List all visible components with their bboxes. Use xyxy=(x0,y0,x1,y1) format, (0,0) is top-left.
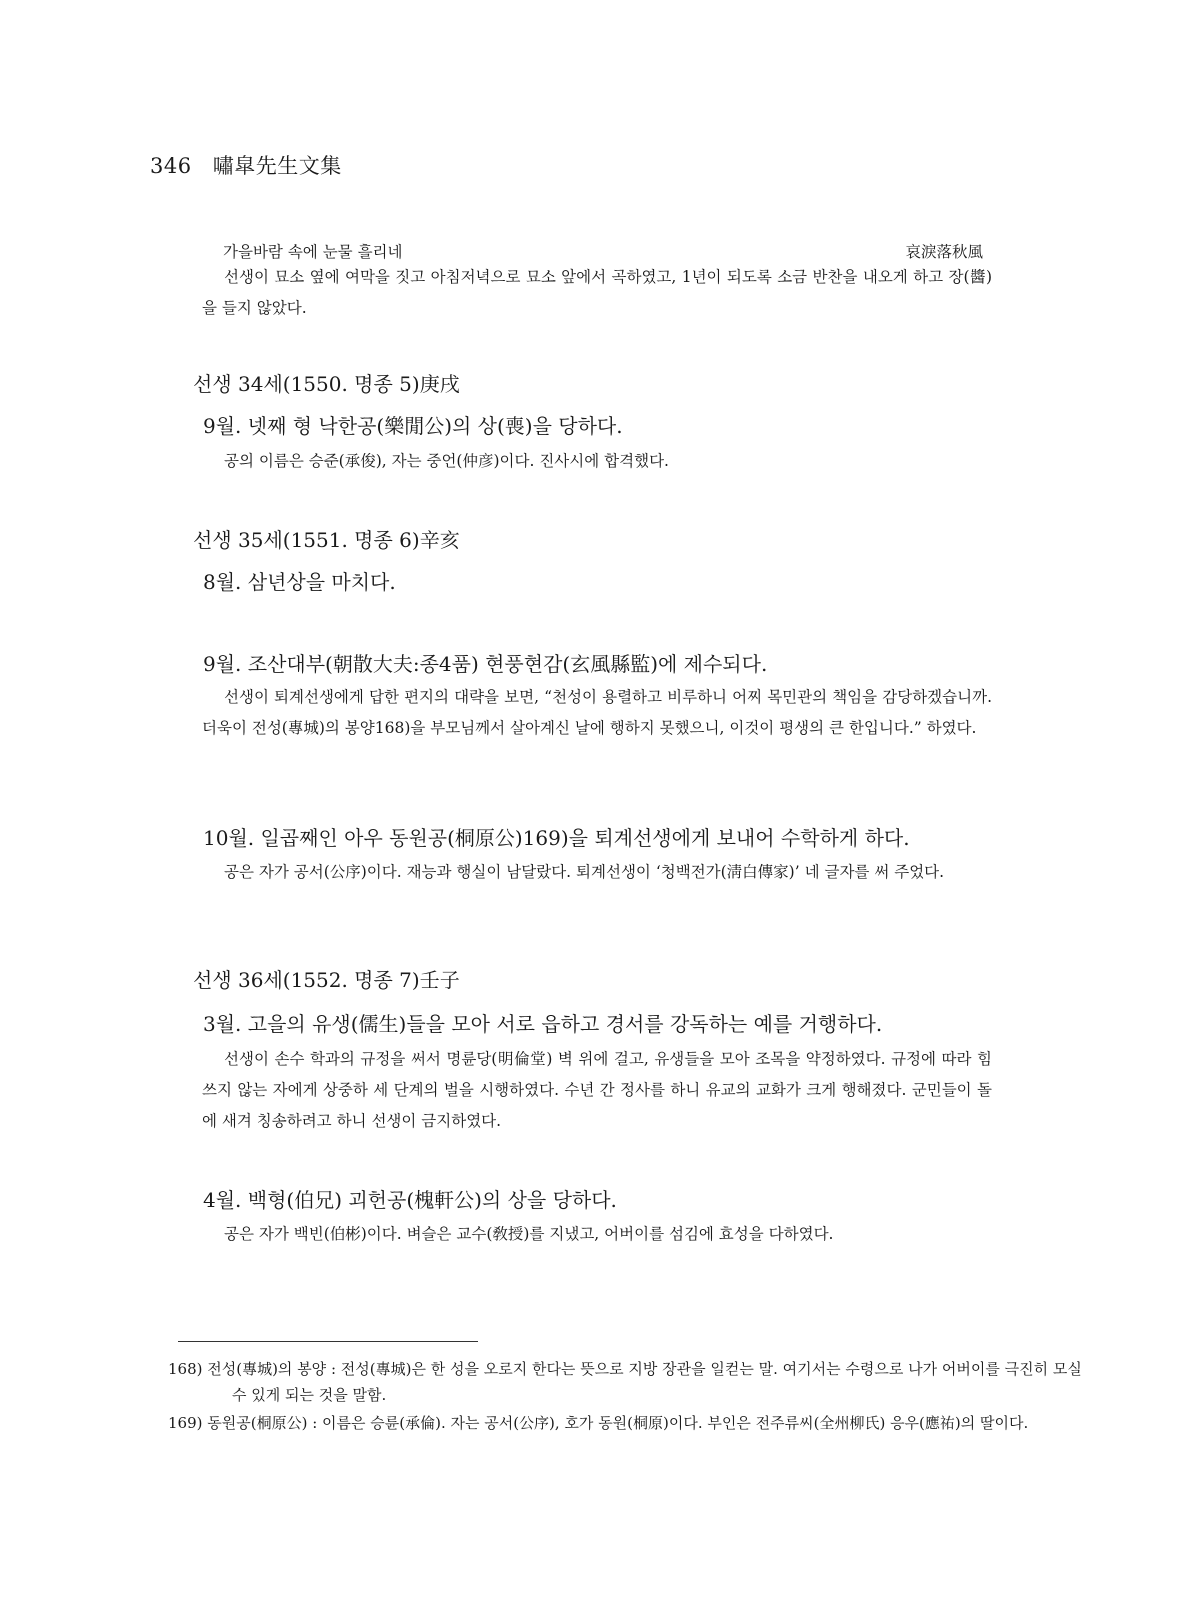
poem-line xyxy=(223,240,983,262)
year-heading-34: 선생 34세(1550. 명종 5)庚戌 xyxy=(193,372,460,396)
event-heading-34-9: 9월. 넷째 형 낙한공(樂閒公)의 상(喪)을 당하다. xyxy=(203,414,623,438)
year-heading-36: 선생 36세(1552. 명종 7)壬子 xyxy=(193,968,460,992)
page-number: 346 xyxy=(150,154,192,178)
paragraph-35-10: 공은 자가 공서(公序)이다. 재능과 행실이 남달랐다. 퇴계선생이 ‘청백전가(淸白傳家)’ 네 글자를 써 주었다. xyxy=(224,863,945,881)
event-heading-35-9: 9월. 조산대부(朝散大夫:종4품) 현풍현감(玄風縣監)에 제수되다. xyxy=(203,652,768,676)
page-header xyxy=(150,150,342,180)
poem-chinese: 哀淚落秋風 xyxy=(905,243,983,261)
event-heading-36-3: 3월. 고을의 유생(儒生)들을 모아 서로 읍하고 경서를 강독하는 예를 거행하다. xyxy=(203,1012,883,1036)
footnote-169: 169) 동원공(桐原公) : 이름은 승륜(承倫). 자는 공서(公序), 호가 동원(桐原)이다. 부인은 전주류씨(全州柳氏) 응우(應祐)의 딸이다. xyxy=(168,1414,1029,1432)
year-heading-35: 선생 35세(1551. 명종 6)辛亥 xyxy=(193,528,460,552)
paragraph-35-9: 선생이 퇴계선생에게 답한 편지의 대략을 보면, “천성이 용렬하고 비루하니 어찌 목민관의 책임을 감당하겠습니까. 더욱이 전성(專城)의 봉양168)을 부모님께서 살아계신 날에 행하지 못했으니, 이것이 평생의 큰 한입니다.” 하였다. xyxy=(202,688,992,737)
footnote-divider xyxy=(178,1341,478,1342)
poem-korean: 가을바람 속에 눈물 흘리네 xyxy=(223,243,403,261)
event-heading-35-8: 8월. 삼년상을 마치다. xyxy=(203,570,396,594)
paragraph-34-9: 공의 이름은 승준(承俊), 자는 중언(仲彦)이다. 진사시에 합격했다. xyxy=(224,452,669,470)
paragraph-36-3: 선생이 손수 학과의 규정을 써서 명륜당(明倫堂) 벽 위에 걸고, 유생들을 모아 조목을 약정하였다. 규정에 따라 힘쓰지 않는 자에게 상중하 세 단계의 벌을 시행하였다. 수년 간 정사를 하니 유교의 교화가 크게 행해졌다. 군민들이 돌에 새겨 칭송하려고 하니 선생이 금지하였다. xyxy=(202,1050,992,1130)
event-heading-35-10: 10월. 일곱째인 아우 동원공(桐原公)169)을 퇴계선생에게 보내어 수학하게 하다. xyxy=(203,826,910,850)
footnote-168: 168) 전성(專城)의 봉양 : 전성(專城)은 한 성을 오로지 한다는 뜻으로 지방 장관을 일컫는 말. 여기서는 수령으로 나가 어버이를 극진히 모실 수 있게 되는 것을 말함. xyxy=(168,1360,1082,1404)
book-title: 嘯皐先生文集 xyxy=(212,154,342,178)
intro-paragraph: 선생이 묘소 옆에 여막을 짓고 아침저녁으로 묘소 앞에서 곡하였고, 1년이 되도록 소금 반찬을 내오게 하고 장(醬)을 들지 않았다. xyxy=(202,268,992,317)
event-heading-36-4: 4월. 백형(伯兄) 괴헌공(槐軒公)의 상을 당하다. xyxy=(203,1188,617,1212)
paragraph-36-4: 공은 자가 백빈(伯彬)이다. 벼슬은 교수(敎授)를 지냈고, 어버이를 섬김에 효성을 다하였다. xyxy=(224,1225,834,1243)
